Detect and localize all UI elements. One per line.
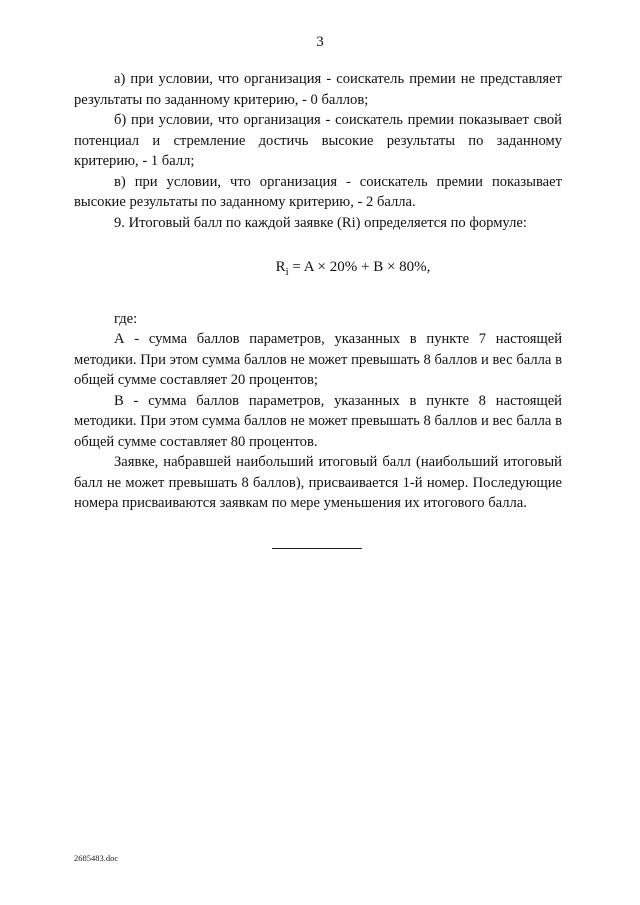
paragraph-definition-a: А - сумма баллов параметров, указанных в пункте 7 настоящей методики. При этом сумма баллов не может превышать 8 баллов и вес балла в общей сумме составляет 20 процентов; xyxy=(74,331,562,388)
paragraph-item-9: 9. Итоговый балл по каждой заявке (Ri) определяется по формуле: xyxy=(114,214,527,231)
formula-rhs: = A × 20% + B × 80%, xyxy=(288,259,431,275)
document-body xyxy=(74,69,562,514)
formula-lhs-subscript: i xyxy=(285,266,289,278)
paragraph-criterion-c: в) при условии, что организация - соискатель премии показывает высокие результаты по заданному критерию, - 2 балла. xyxy=(74,173,562,210)
paragraph-definition-b: В - сумма баллов параметров, указанных в пункте 8 настоящей методики. При этом сумма баллов не может превышать 8 баллов и вес балла в общей сумме составляет 80 процентов. xyxy=(74,392,562,450)
footer-filename: 2685483.doc xyxy=(74,853,119,863)
score-formula xyxy=(74,257,562,283)
paragraph-criterion-a: а) при условии, что организация - соискатель премии не представляет результаты по заданному критерию, - 0 баллов; xyxy=(74,71,562,108)
formula-lhs: R xyxy=(275,259,286,275)
paragraph-where: где: xyxy=(114,310,138,327)
end-separator-line xyxy=(272,548,362,549)
paragraph-ranking: Заявке, набравшей наибольший итоговый балл (наибольший итоговый балл не может превышать 8 баллов), присваивается 1-й номер. Последующие номера присваиваются заявкам по мере уменьшения их итогового балла. xyxy=(74,454,562,511)
page-number: 3 xyxy=(316,34,324,50)
paragraph-criterion-b: б) при условии, что организация - соискатель премии показывает свой потенциал и стремление достичь высокие результаты по заданному критерию, - 1 балл; xyxy=(74,112,562,169)
